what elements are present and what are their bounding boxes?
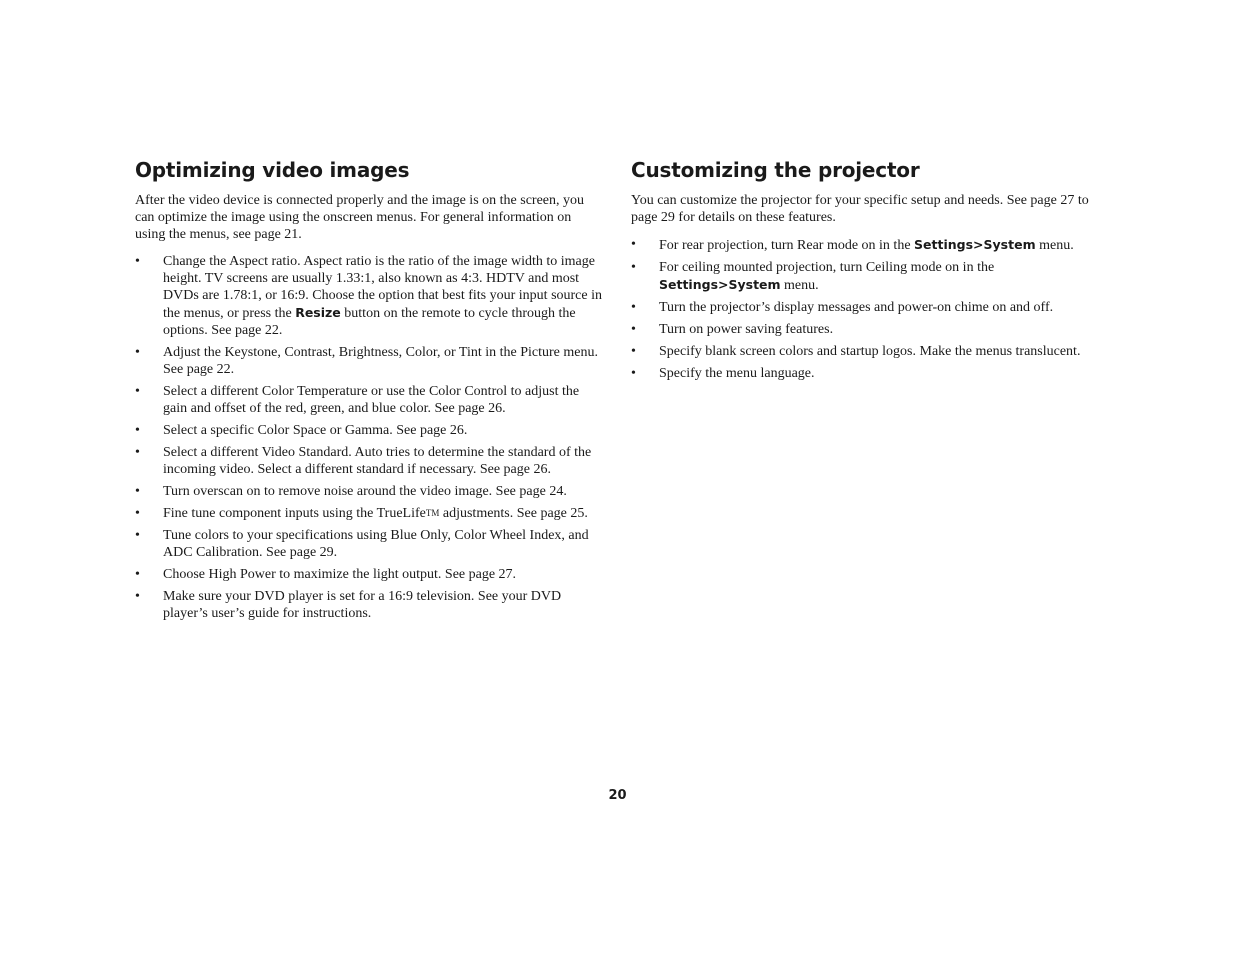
bullet-glyph: • [135,528,140,543]
list-item [135,383,605,417]
list-item-text: Select a different Color Temperature or use the Color Control to adjust the gain and offset of the red, green, and blue color. See page 26. [163,384,580,416]
menu-term: Resize [295,305,341,320]
bullet-glyph: • [135,423,140,438]
list-item-text: Select a different Video Standard. Auto tries to determine the standard of the incoming video. Select a different standard if necessary. See page 26. [163,445,592,477]
list-item-text: Tune colors to your specifications using Blue Only, Color Wheel Index, and ADC Calibration. See page 29. [163,528,589,560]
list-item [631,343,1101,360]
section-intro-optimizing: After the video device is connected properly and the image is on the screen, you can optimize the image using the onscreen menus. For general information on using the menus, see page 21. [135,193,585,242]
customizing-projector-section [631,156,1101,387]
bullet-glyph: • [135,254,140,269]
menu-term: Settings>System [659,277,781,292]
section-heading-optimizing: Optimizing video images [135,158,410,182]
list-item [631,299,1101,316]
optimizing-bullet-list [135,253,605,622]
bullet-glyph: • [135,484,140,499]
bullet-glyph: • [135,345,140,360]
bullet-glyph: • [135,589,140,604]
trademark-mark: TM [425,508,440,518]
list-item-text: Adjust the Keystone, Contrast, Brightness, Color, or Tint in the Picture menu. See page 22. [163,345,598,377]
list-item-text: menu. [1035,238,1074,253]
list-item-text: Specify the menu language. [659,366,815,381]
section-intro-customizing: You can customize the projector for your specific setup and needs. See page 27 to page 29 for details on these features. [631,193,1089,225]
optimizing-video-section [135,156,605,627]
menu-term: Settings>System [914,237,1036,252]
customizing-bullet-list [631,236,1101,382]
bullet-glyph: • [631,344,636,359]
list-item [135,505,605,522]
list-item [135,527,605,561]
list-item-text: adjustments. See page 25. [439,506,588,521]
list-item-text: Turn on power saving features. [659,322,834,337]
list-item [135,444,605,478]
bullet-glyph: • [631,366,636,381]
list-item-text: Fine tune component inputs using the TrueLife [163,506,426,521]
bullet-glyph: • [135,567,140,582]
list-item [631,236,1101,254]
list-item [135,253,605,339]
list-item-text: Choose High Power to maximize the light output. See page 27. [163,567,517,582]
list-item-text: For ceiling mounted projection, turn Ceiling mode on in the [659,260,995,275]
list-item [135,483,605,500]
bullet-glyph: • [631,237,636,252]
list-item-text: Change the Aspect ratio. Aspect ratio is the ratio of the image width to image height. TV screens are usually 1.33:1, also known as 4:3. HDTV and most DVDs are 1.78:1, or 16:9. Choose the option that best fits your input source in the menus, or press the [163,254,602,321]
bullet-glyph: • [631,260,636,275]
bullet-glyph: • [135,506,140,521]
list-item-text: Make sure your DVD player is set for a 16:9 television. See your DVD player’s user’s guide for instructions. [163,589,562,621]
list-item-text: Turn overscan on to remove noise around the video image. See page 24. [163,484,567,499]
list-item-text: For rear projection, turn Rear mode on in the [659,238,915,253]
bullet-glyph: • [631,300,636,315]
list-item [135,344,605,378]
list-item [135,588,605,622]
list-item [135,566,605,583]
list-item-text: Turn the projector’s display messages and power-on chime on and off. [659,300,1054,315]
list-item-text: Specify blank screen colors and startup logos. Make the menus translucent. [659,344,1081,359]
list-item-text: button on the remote to cycle through the options. See page 22. [163,306,576,338]
list-item [631,321,1101,338]
list-item [631,259,1101,294]
section-heading-customizing: Customizing the projector [631,158,920,182]
bullet-glyph: • [631,322,636,337]
bullet-glyph: • [135,445,140,460]
list-item [135,422,605,439]
list-item-text: Select a specific Color Space or Gamma. See page 26. [163,423,468,438]
list-item [631,365,1101,382]
list-item-text: menu. [780,278,819,293]
page-number: 20 [608,788,627,803]
bullet-glyph: • [135,384,140,399]
